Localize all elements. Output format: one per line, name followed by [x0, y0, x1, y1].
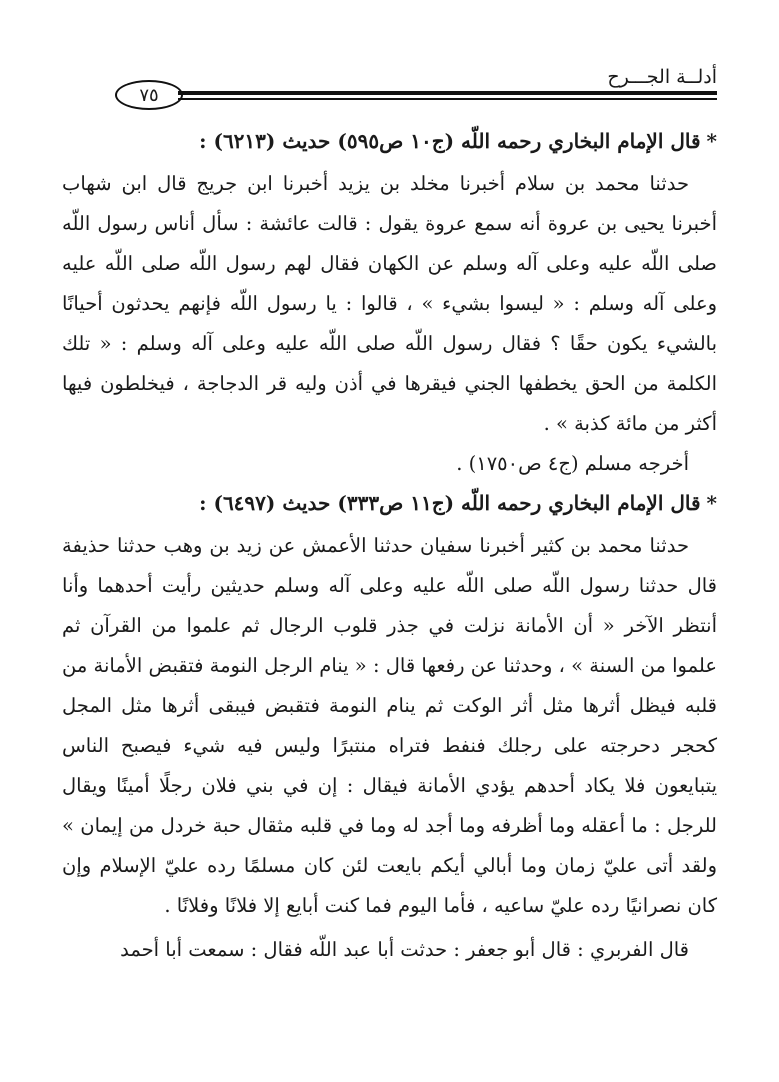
- hadith-heading-1: [62, 122, 717, 160]
- hadith-heading-2-text: قال الإمام البخاري رحمه اللّه (ج١١ ص٣٣٣) حديث (٦٤٩٧) :: [199, 491, 701, 515]
- star-bullet-icon: *: [706, 129, 717, 153]
- hadith-source-1: أخرجه مسلم (ج٤ ص١٧٥٠) .: [456, 452, 689, 475]
- running-header-title: أدلــة الجـــرح: [607, 66, 717, 88]
- hadith-text-2: حدثنا محمد بن كثير أخبرنا سفيان حدثنا الأعمش عن زيد بن وهب حدثنا حذيفة قال حدثنا رسول اللّه صلى اللّه عليه وعلى آله وسلم حديثين رأيت أحدهما وأنا أنتظر الآخر « أن الأمانة نزلت في جذر قلوب الرجال ثم علموا من القرآن ثم علموا من السنة » ، وحدثنا عن رفعها قال : « ينام الرجل النومة فتقبض الأمانة من قلبه فيظل أثرها مثل أثر الوكت ثم ينام النومة فتقبض فيبقى أثرها مثل المجل كحجر دحرجته على رجلك فنفط فتراه منتبرًا وليس فيه شيء فيصبح الناس يتبايعون فلا يكاد أحدهم يؤدي الأمانة فيقال : إن في بني فلان رجلًا أمينًا ويقال للرجل : ما أعقله وما أظرفه وما أجد له وما في قلبه مثقال حبة خردل من إيمان » ولقد أتى عليّ زمان وما أبالي أيكم بايعت لئن كان مسلمًا رده عليّ الإسلام وإن كان نصرانيًا رده عليّ ساعيه ، فأما اليوم فما كنت أبايع إلا فلانًا وفلانًا .: [62, 534, 717, 917]
- page-number-badge: [115, 80, 183, 110]
- hadith-heading-2: [62, 484, 717, 522]
- hadith-text-1: حدثنا محمد بن سلام أخبرنا مخلد بن يزيد أخبرنا ابن جريج قال ابن شهاب أخبرنا يحيى بن عروة أنه سمع عروة يقول : قالت عائشة : سأل أناس رسول اللّه صلى اللّه عليه وعلى آله وسلم عن الكهان فقال لهم رسول اللّه صلى اللّه عليه وعلى آله وسلم : « ليسوا بشيء » ، قالوا : يا رسول اللّه فإنهم يحدثون أحيانًا بالشيء يكون حقًا ؟ فقال رسول اللّه صلى اللّه عليه وعلى آله وسلم : « تلك الكلمة من الحق يخطفها الجني فيقرها في أذن وليه قر الدجاجة ، فيخلطون فيها أكثر من مائة كذبة » .: [62, 172, 717, 435]
- header-rule-thin: [178, 98, 717, 100]
- hadith-heading-1-text: قال الإمام البخاري رحمه اللّه (ج١٠ ص٥٩٥) حديث (٦٢١٣) :: [199, 129, 701, 153]
- hadith-continuation: قال الفربري : قال أبو جعفر : حدثت أبا عبد اللّه فقال : سمعت أبا أحمد: [120, 938, 689, 961]
- page-number: ٧٥: [139, 84, 159, 106]
- header-rule-thick: [178, 91, 717, 95]
- star-bullet-icon: *: [706, 491, 717, 515]
- page-body: [62, 122, 717, 970]
